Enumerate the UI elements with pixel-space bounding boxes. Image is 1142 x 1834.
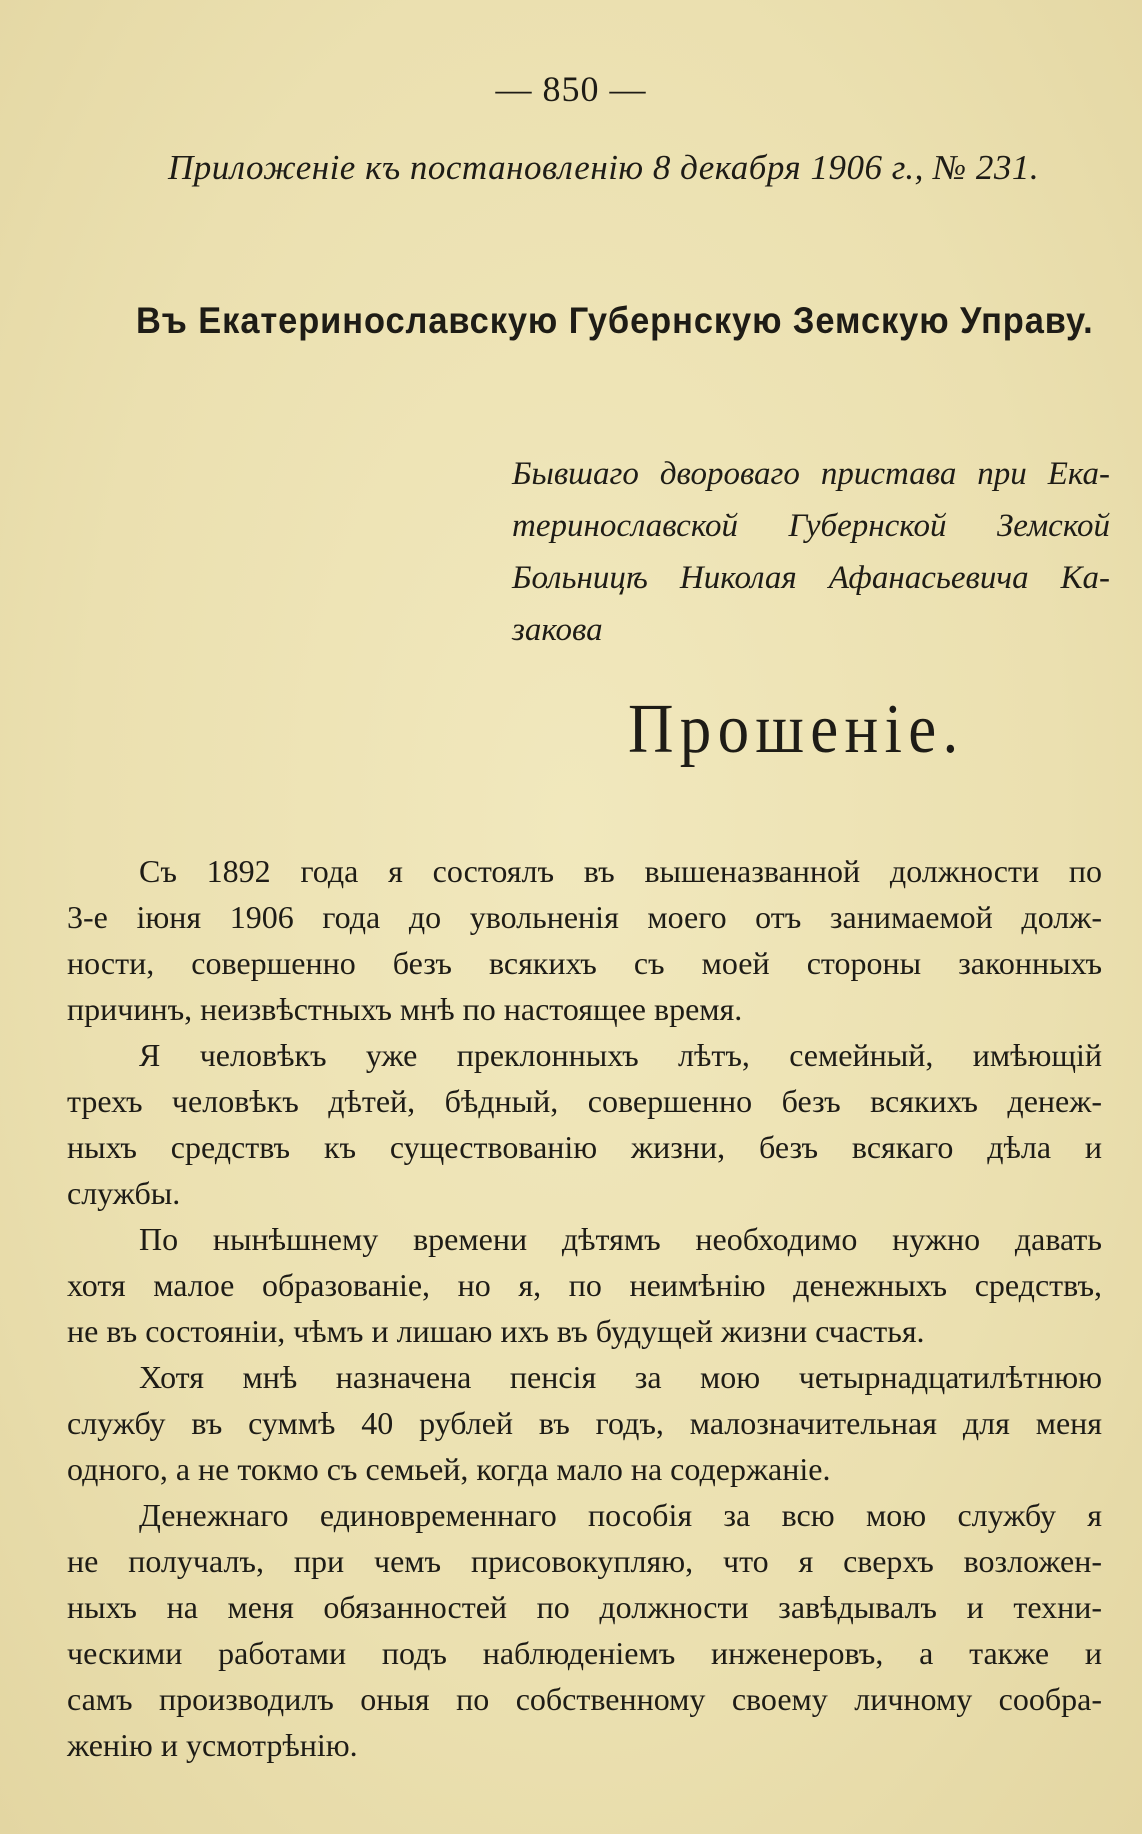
body-line: ныхъ средствъ къ существованію жизни, безъ всякаго дѣла и bbox=[67, 1129, 1102, 1165]
document-title: Прошеніе. bbox=[628, 691, 965, 768]
body-line: самъ производилъ оныя по собственному своему личному сообра- bbox=[67, 1681, 1102, 1717]
body-line: хотя малое образованіе, но я, по неимѣнію денежныхъ средствъ, bbox=[67, 1267, 1102, 1303]
body-line: службы. bbox=[67, 1175, 181, 1211]
sender-block bbox=[512, 448, 1110, 656]
body-line: женію и усмотрѣнію. bbox=[67, 1727, 358, 1763]
body-line: не получалъ, при чемъ присовокупляю, что я сверхъ возложен- bbox=[67, 1543, 1102, 1579]
body-line: Денежнаго единовременнаго пособія за всю мою службу я bbox=[139, 1497, 1102, 1533]
appendix-note: Приложеніе къ постановленію 8 декабря 1906 г., № 231. bbox=[168, 148, 1040, 187]
sender-line: Больницѣ Николая Афанасьевича Ка- bbox=[512, 560, 1110, 596]
body-line: Хотя мнѣ назначена пенсія за мою четырнадцатилѣтнюю bbox=[139, 1359, 1102, 1395]
body-line: По нынѣшнему времени дѣтямъ необходимо нужно давать bbox=[139, 1221, 1102, 1257]
body-line: 3-е іюня 1906 года до увольненія моего отъ занимаемой долж- bbox=[67, 899, 1102, 935]
body-line: причинъ, неизвѣстныхъ мнѣ по настоящее время. bbox=[67, 991, 743, 1027]
petition-body bbox=[67, 848, 1102, 1768]
body-line: Съ 1892 года я состоялъ въ вышеназванной должности по bbox=[139, 853, 1102, 889]
sender-line: закова bbox=[512, 612, 603, 648]
body-line: не въ состояніи, чѣмъ и лишаю ихъ въ будущей жизни счастья. bbox=[67, 1313, 925, 1349]
body-line: ности, совершенно безъ всякихъ съ моей стороны законныхъ bbox=[67, 945, 1102, 981]
addressee-heading: Въ Екатеринославскую Губернскую Земскую Управу. bbox=[136, 300, 1094, 341]
body-line: ныхъ на меня обязанностей по должности завѣдывалъ и техни- bbox=[67, 1589, 1102, 1625]
body-line: службу въ суммѣ 40 рублей въ годъ, малозначительная для меня bbox=[67, 1405, 1102, 1441]
sender-line: Бывшаго двороваго пристава при Ека- bbox=[512, 456, 1110, 492]
page-number: — 850 — bbox=[495, 69, 647, 109]
body-line: ческими работами подъ наблюденіемъ инженеровъ, а также и bbox=[67, 1635, 1102, 1671]
body-line: трехъ человѣкъ дѣтей, бѣдный, совершенно безъ всякихъ денеж- bbox=[67, 1083, 1102, 1119]
body-line: Я человѣкъ уже преклонныхъ лѣтъ, семейный, имѣющій bbox=[139, 1037, 1102, 1073]
sender-line: теринославской Губернской Земской bbox=[512, 508, 1110, 544]
body-line: одного, а не токмо съ семьей, когда мало на содержаніе. bbox=[67, 1451, 831, 1487]
